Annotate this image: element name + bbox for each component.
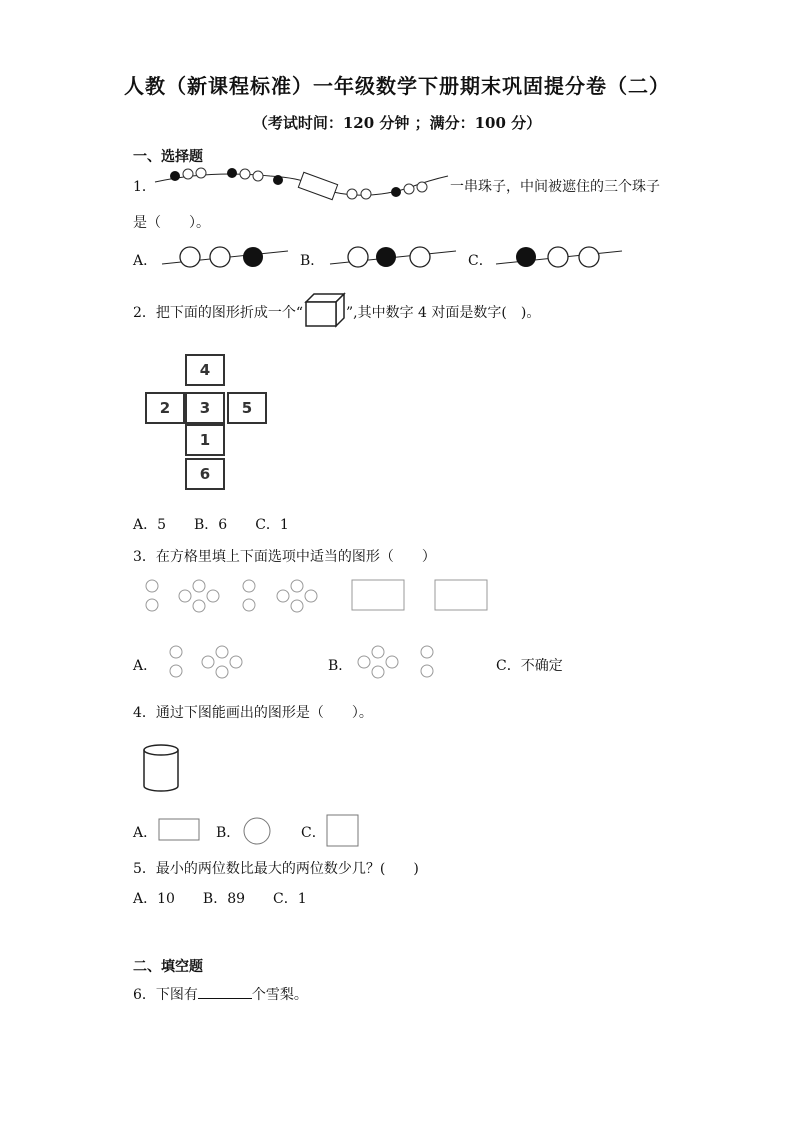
section-choice-heading: 一、选择题: [133, 149, 203, 165]
q3-option-b-label[interactable]: B．: [328, 658, 353, 674]
q3-option-c-label[interactable]: C．不确定: [496, 658, 563, 674]
q4-option-a-rectangle[interactable]: [158, 818, 202, 842]
q6-text-after: 个雪梨。: [251, 987, 308, 1003]
net-cell-top: 4: [185, 354, 225, 386]
q5-text: 5．最小的两位数比最大的两位数少几？( ): [133, 861, 419, 877]
exam-info: （考试时间：120 分钟 ；满分：100 分）: [252, 114, 542, 132]
page-title: 人教（新课程标准）一年级数学下册期末巩固提分卷（二）: [124, 74, 670, 98]
q1-text-line2: 是（ ）。: [133, 215, 210, 231]
net-cell-bottom: 6: [185, 458, 225, 490]
net-cell-right: 5: [227, 392, 267, 424]
q1-option-b-beads[interactable]: [328, 244, 458, 270]
bead-black: [170, 171, 180, 181]
q1-option-c-label[interactable]: C．: [468, 253, 493, 269]
q3-option-a-label[interactable]: A．: [133, 658, 158, 674]
q1-bead-string-figure: [150, 162, 450, 206]
q1-option-a-beads[interactable]: [160, 244, 290, 270]
q3-option-b-figure[interactable]: [352, 642, 442, 682]
q5-answer-options[interactable]: A．10 B．89 C．1: [133, 891, 307, 907]
q6-answer-blank[interactable]: [198, 984, 252, 999]
q6-question: [133, 984, 308, 1004]
section-fill-heading: 二、填空题: [133, 959, 203, 975]
q2-text-after: ”,其中数字 4 对面是数字( )。: [346, 305, 541, 321]
q1-text: 一串珠子，中间被遮住的三个珠子: [450, 179, 660, 195]
cube-icon: [304, 292, 346, 328]
cover-box: [298, 172, 337, 199]
q4-option-b-circle[interactable]: [242, 816, 272, 846]
q3-option-a-figure[interactable]: [164, 642, 254, 682]
cylinder-figure: [142, 742, 180, 794]
q1-option-c-beads[interactable]: [494, 244, 624, 270]
cube-net-figure: [145, 354, 269, 490]
net-cell-left: 2: [145, 392, 185, 424]
q1-number: 1．: [133, 179, 156, 195]
net-cell-below: 1: [185, 424, 225, 456]
q4-option-a-label[interactable]: A．: [133, 825, 158, 841]
q4-option-b-label[interactable]: B．: [216, 825, 241, 841]
q6-text-before: 6．下图有: [133, 987, 198, 1003]
net-cell-center: 3: [185, 392, 225, 424]
q1-option-a-label[interactable]: A．: [133, 253, 158, 269]
q1-option-b-label[interactable]: B．: [300, 253, 325, 269]
q4-option-c-label[interactable]: C．: [301, 825, 326, 841]
q4-text: 4．通过下图能画出的图形是（ ）。: [133, 705, 373, 721]
q3-text: 3．在方格里填上下面选项中适当的图形（ ）: [133, 549, 436, 565]
q4-option-c-square[interactable]: [326, 814, 360, 848]
q3-pattern-figure: [140, 576, 500, 616]
q2-text-before: 2．把下面的图形折成一个“: [133, 305, 304, 321]
q2-answer-options[interactable]: A．5 B．6 C．1: [133, 517, 289, 533]
